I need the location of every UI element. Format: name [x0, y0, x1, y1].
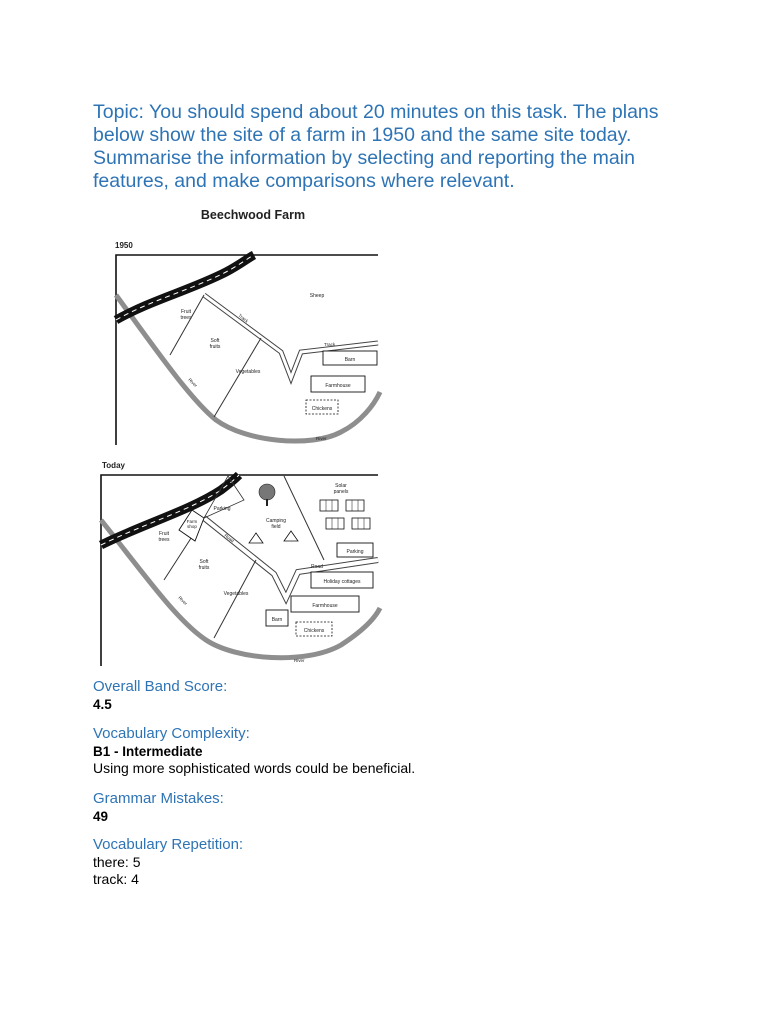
svg-text:Chickens: Chickens: [303, 628, 325, 634]
svg-text:Road: Road: [223, 532, 235, 544]
svg-text:Vegetables: Vegetables: [223, 591, 249, 597]
map-1950-year: 1950: [115, 241, 133, 250]
band-score-label: Overall Band Score:: [93, 678, 228, 695]
svg-text:Chickens: Chickens: [311, 406, 333, 412]
svg-text:Road: Road: [311, 564, 323, 570]
svg-text:River: River: [294, 658, 305, 663]
map-today-year: Today: [102, 461, 125, 470]
map-today: [101, 475, 380, 666]
vocabulary-repetition-label: Vocabulary Repetition:: [93, 836, 244, 853]
figure-title: Beechwood Farm: [200, 208, 306, 222]
topic-text: Topic: You should spend about 20 minutes on this task. The plans below show the site of a farm in 1950 and the same site today. Summarise the information by selecting and reporting the main features, and make comparisons where relevant.: [93, 101, 659, 192]
grammar-mistakes-section: [93, 790, 224, 825]
svg-text:Track: Track: [237, 312, 250, 324]
svg-text:Parking: Parking: [213, 506, 231, 512]
band-score-value: 4.5: [93, 697, 112, 712]
svg-text:Softfruits: Soft fruits: [198, 559, 210, 571]
svg-text:Farmhouse: Farmhouse: [312, 603, 338, 609]
svg-text:River: River: [316, 436, 327, 441]
vocabulary-complexity-section: [93, 725, 415, 777]
svg-text:River: River: [187, 377, 199, 389]
farm-map-svg: [96, 200, 396, 670]
svg-text:Farmhouse: Farmhouse: [325, 383, 351, 389]
vocabulary-complexity-note: Using more sophisticated words could be beneficial.: [93, 760, 416, 776]
svg-text:Vegetables: Vegetables: [235, 369, 261, 375]
svg-text:Farmshop: Farm shop: [186, 519, 198, 529]
repetition-item: there: 5: [93, 854, 141, 870]
band-score-section: [93, 678, 227, 713]
vocabulary-repetition-section: [93, 836, 243, 888]
grammar-mistakes-value: 49: [93, 809, 109, 824]
svg-text:Track: Track: [324, 342, 336, 347]
svg-text:Solarpanels: Solar panels: [333, 483, 349, 495]
svg-text:Sheep: Sheep: [309, 293, 325, 299]
svg-text:Campingfield: Camping field: [265, 518, 287, 530]
vocabulary-complexity-value: B1 - Intermediate: [93, 744, 203, 759]
svg-text:Parking: Parking: [346, 549, 364, 555]
vocabulary-complexity-label: Vocabulary Complexity:: [93, 725, 250, 742]
grammar-mistakes-label: Grammar Mistakes:: [93, 790, 224, 807]
repetition-item: track: 4: [93, 871, 139, 887]
svg-text:Fruittrees: Fruit trees: [180, 309, 192, 321]
svg-text:Barn: Barn: [271, 617, 283, 623]
svg-text:Fruittrees: Fruit trees: [158, 531, 170, 543]
svg-text:Barn: Barn: [344, 357, 356, 363]
farm-map-figure: [96, 200, 396, 670]
svg-text:Holiday cottages: Holiday cottages: [323, 579, 361, 585]
svg-text:Softfruits: Soft fruits: [209, 338, 221, 350]
svg-text:River: River: [177, 595, 189, 607]
map-1950: [116, 255, 380, 445]
